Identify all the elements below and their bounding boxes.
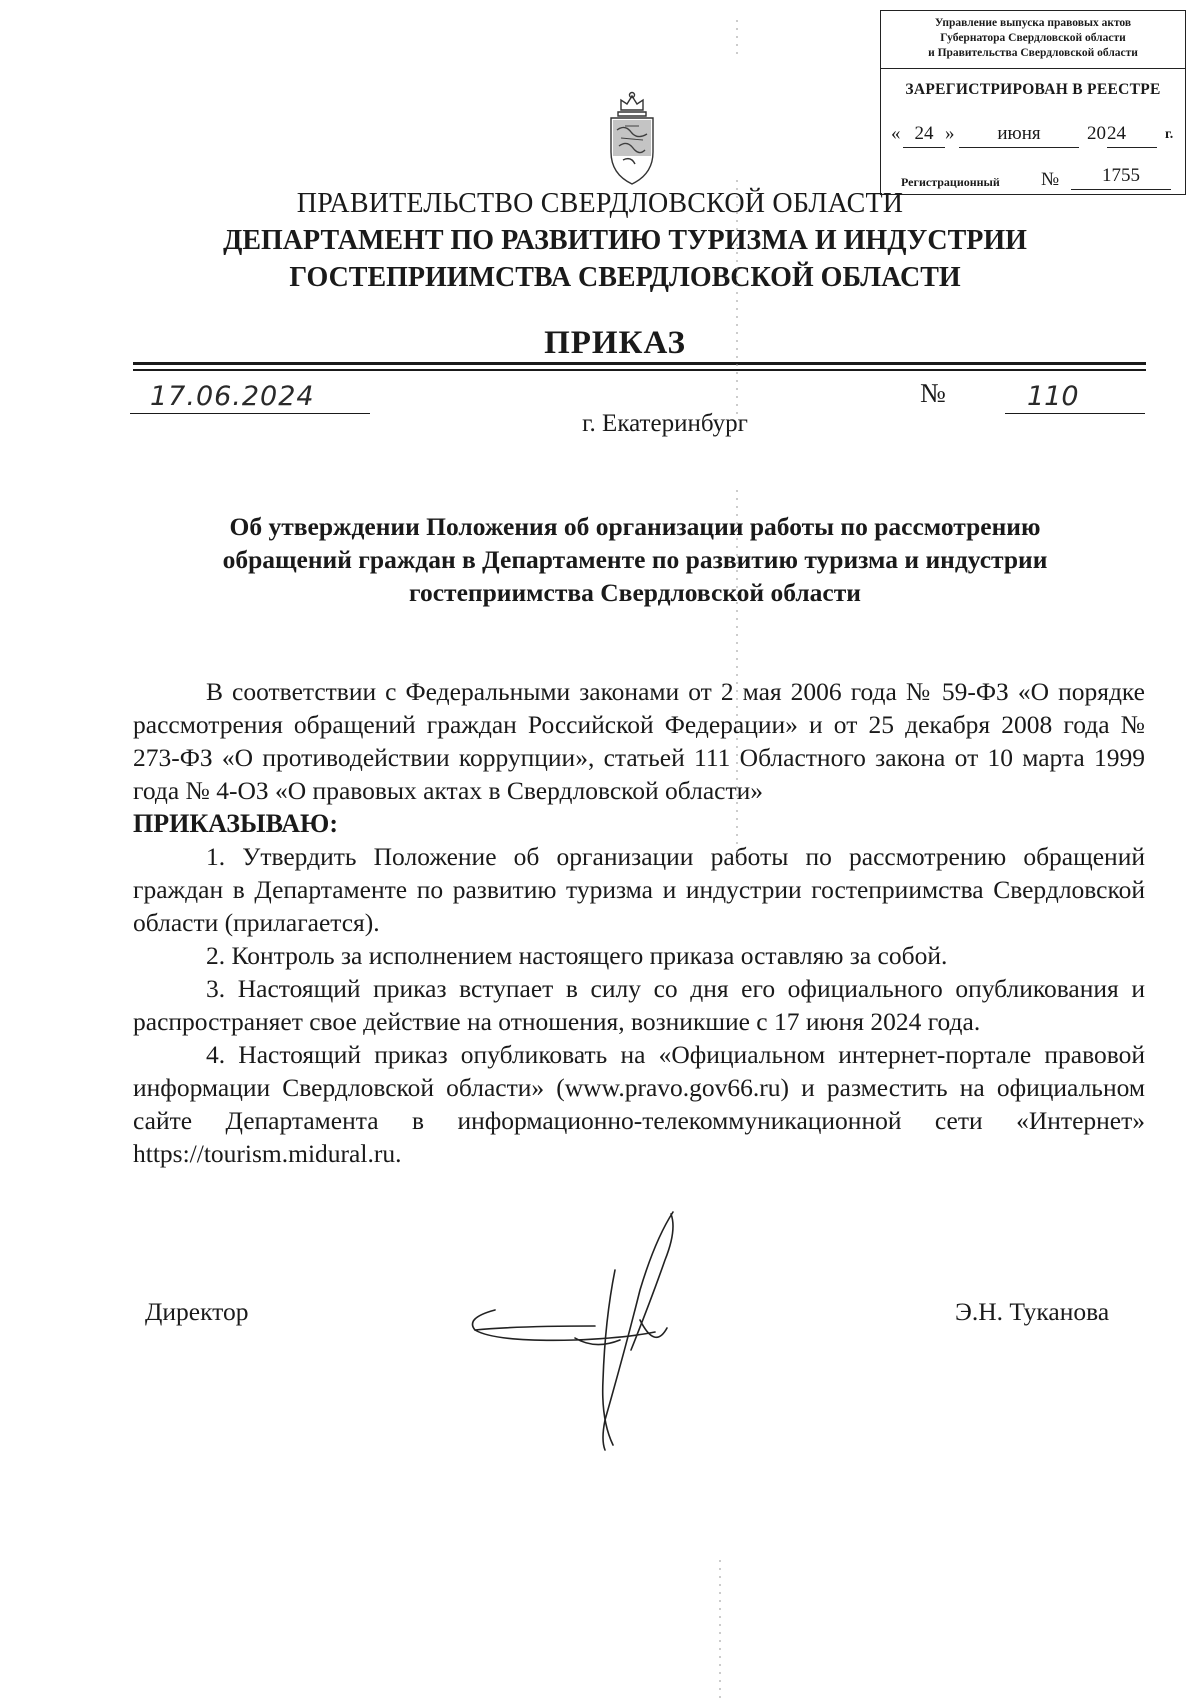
stamp-header-line: Губернатора Свердловской области — [940, 32, 1126, 44]
subject-line: Об утверждении Положения об организации работы по рассмотрению — [229, 512, 1041, 541]
order-item: 1. Утвердить Положение об организации работы по рассмотрению обращений граждан в Департаменте по развитию туризма и индустрии гостеприимства Свердловской области (прилагается). — [133, 842, 1145, 937]
order-body — [133, 675, 1145, 1170]
stamp-year-unit: г. — [1165, 127, 1174, 142]
stamp-month: июня — [959, 123, 1079, 148]
handwritten-order-number: 110 — [1005, 382, 1145, 414]
order-item: 4. Настоящий приказ опубликовать на «Официальном интернет-портале правовой информации Свердловской области» (www.pravo.gov66.ru) и разместить на официальном сайте Департамента в информационно-телекоммуникационной сети «Интернет» https://tourism.midural.ru. — [133, 1040, 1145, 1168]
coat-of-arms-icon — [603, 90, 661, 190]
stamp-year-suffix: 24 — [1107, 123, 1157, 148]
registration-stamp — [880, 10, 1186, 195]
signer-position: Директор — [145, 1297, 249, 1326]
stamp-number-sign: № — [1041, 169, 1060, 190]
stamp-reg-label: Регистрационный — [901, 175, 1000, 189]
order-item: 3. Настоящий приказ вступает в силу со дня его официального опубликования и распространяет свое действие на отношения, возникшие с 17 июня 2024 года. — [133, 974, 1145, 1036]
order-word: ПРИКАЗЫВАЮ: — [133, 809, 338, 838]
header-rule-thin — [133, 369, 1146, 371]
stamp-header-line: Управление выпуска правовых актов — [934, 17, 1132, 29]
order-item: 2. Контроль за исполнением настоящего приказа оставляю за собой. — [206, 941, 948, 970]
department-name — [0, 222, 1200, 296]
stamp-registered-label: ЗАРЕГИСТРИРОВАН В РЕЕСТРЕ — [905, 81, 1161, 98]
header-rule-thick — [133, 362, 1146, 365]
handwritten-date: 17.06.2024 — [130, 382, 370, 414]
signer-name: Э.Н. Туканова — [955, 1297, 1110, 1326]
department-name-line: ДЕПАРТАМЕНТ ПО РАЗВИТИЮ ТУРИЗМА И ИНДУСТРИИ — [223, 225, 1027, 256]
stamp-open-quote: « — [891, 123, 901, 144]
subject-line: обращений граждан в Департаменте по развитию туризма и индустрии — [222, 545, 1048, 574]
document-type-title: ПРИКАЗ — [544, 325, 686, 361]
stamp-header-line: и Правительства Свердловской области — [928, 47, 1138, 59]
stamp-day: 24 — [903, 123, 945, 148]
stamp-close-quote: » — [945, 123, 955, 144]
department-name-line: ГОСТЕПРИИМСТВА СВЕРДЛОВСКОЙ ОБЛАСТИ — [289, 262, 961, 293]
stamp-reg-number: 1755 — [1071, 165, 1171, 190]
stamp-header — [881, 11, 1185, 69]
government-name: ПРАВИТЕЛЬСТВО СВЕРДЛОВСКОЙ ОБЛАСТИ — [296, 188, 904, 219]
preamble-paragraph: В соответствии с Федеральными законами от 2 мая 2006 года № 59-ФЗ «О порядке рассмотрения обращений граждан Российской Федерации» и от 25 декабря 2008 года № 273-ФЗ «О противодействии коррупции», статьей 111 Областного закона от 10 марта 1999 года № 4-ОЗ «О правовых актах в Свердловской области» — [133, 677, 1145, 805]
stamp-year-prefix: 20 — [1087, 123, 1106, 144]
handwritten-signature-icon — [455, 1200, 705, 1460]
order-number-sign: № — [920, 378, 946, 408]
stamp-date — [891, 123, 1181, 151]
city-name: г. Екатеринбург — [582, 410, 748, 437]
subject-line: гостеприимства Свердловской области — [409, 578, 861, 607]
order-subject — [0, 510, 1200, 609]
